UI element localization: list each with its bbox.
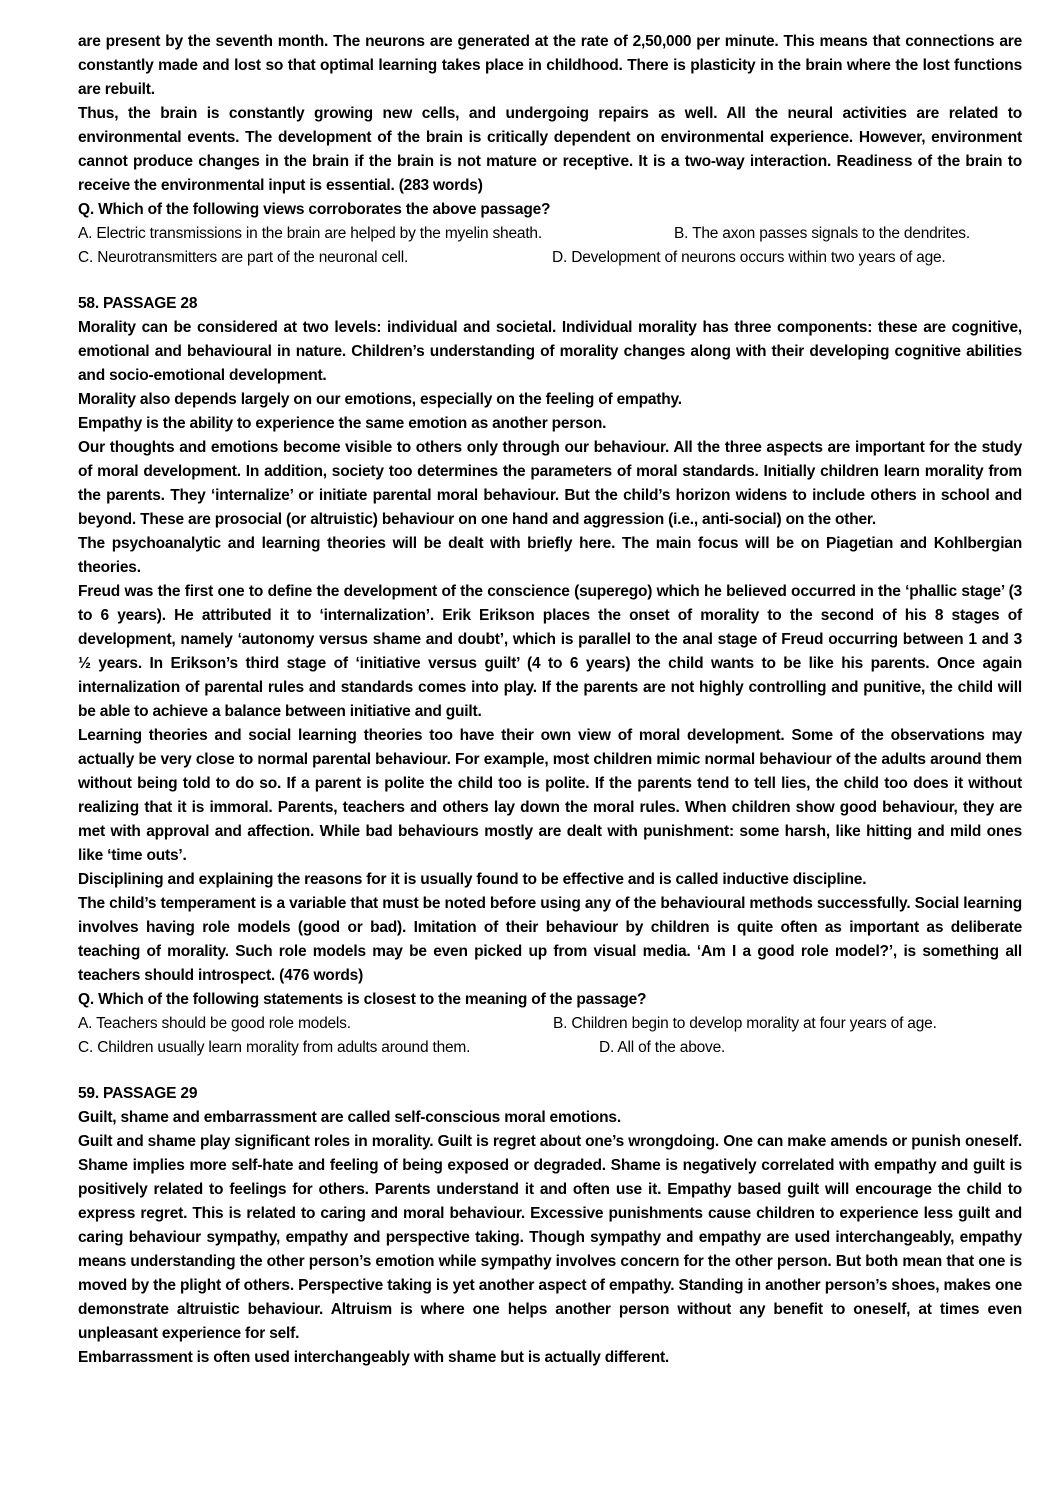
passage-27-paragraph-2: Thus, the brain is constantly growing new cells, and undergoing repairs as well. All the neural activities are related to environmental events. The development of the brain is critically dependent on environmental experience. However, environment cannot produce changes in the brain if the brain is not mature or receptive. It is a two-way interaction. Readiness of the brain to receive the environmental input is essential. (283 words) — [78, 105, 1022, 194]
passage-27-paragraph-1: are present by the seventh month. The neurons are generated at the rate of 2,50,000 per minute. This means that connections are constantly made and lost so that optimal learning takes place in childhood. There is plasticity in the brain where the lost functions are rebuilt. — [78, 33, 1022, 98]
passage-28-heading: 58. PASSAGE 28 — [78, 295, 198, 312]
passage-28 — [78, 292, 1022, 1060]
passage-28-options-row-cd — [78, 1036, 1022, 1060]
passage-27-question: Q. Which of the following views corroborates the above passage? — [78, 201, 551, 218]
passage-29-paragraph-3: Embarrassment is often used interchangeably with shame but is actually different. — [78, 1349, 670, 1366]
passage-29 — [78, 1082, 1022, 1370]
passage-27-option-d: D. Development of neurons occurs within two years of age. — [552, 249, 946, 266]
section-gap — [78, 270, 1022, 292]
passage-27-option-b: B. The axon passes signals to the dendrites. — [674, 225, 970, 242]
passage-28-option-b: B. Children begin to develop morality at four years of age. — [553, 1015, 937, 1032]
passage-28-option-a: A. Teachers should be good role models. — [78, 1015, 351, 1032]
passage-27-continuation — [78, 30, 1022, 270]
passage-28-paragraph-4: Our thoughts and emotions become visible to others only through our behaviour. All the three aspects are important for the study of moral development. In addition, society too determines the parameters of moral standards. Initially children learn morality from the parents. They ‘internalize’ or initiate parental moral behaviour. But the child’s horizon widens to include others in school and beyond. These are prosocial (or altruistic) behaviour on one hand and aggression (i.e., anti-social) on the other. — [78, 439, 1022, 528]
passage-28-option-c: C. Children usually learn morality from adults around them. — [78, 1039, 471, 1056]
section-gap — [78, 1060, 1022, 1082]
passage-28-paragraph-7: Learning theories and social learning theories too have their own view of moral development. Some of the observations may actually be very close to normal parental behaviour. For example, most children mimic normal behaviour of the adults around them without being told to do so. If a parent is polite the child too is polite. If the parents tend to tell lies, the child too does it without realizing that it is immoral. Parents, teachers and others lay down the moral rules. When children show good behaviour, they are met with approval and affection. While bad behaviours mostly are dealt with punishment: some harsh, like hitting and mild ones like ‘time outs’. — [78, 727, 1022, 864]
passage-27-option-a: A. Electric transmissions in the brain are helped by the myelin sheath. — [78, 225, 542, 242]
passage-27-option-c: C. Neurotransmitters are part of the neuronal cell. — [78, 249, 409, 266]
passage-28-options-row-ab — [78, 1012, 1022, 1036]
passage-29-heading: 59. PASSAGE 29 — [78, 1085, 198, 1102]
passage-28-paragraph-2: Morality also depends largely on our emotions, especially on the feeling of empathy. — [78, 391, 682, 408]
passage-28-question: Q. Which of the following statements is closest to the meaning of the passage? — [78, 991, 647, 1008]
passage-27-options-row-cd — [78, 246, 1022, 270]
passage-28-paragraph-8: Disciplining and explaining the reasons for it is usually found to be effective and is called inductive discipline. — [78, 871, 867, 888]
passage-29-paragraph-1: Guilt, shame and embarrassment are called self-conscious moral emotions. — [78, 1109, 621, 1126]
passage-29-paragraph-2: Guilt and shame play significant roles in morality. Guilt is regret about one’s wrongdoing. One can make amends or punish oneself. Shame implies more self-hate and feeling of being exposed or degraded. Shame is negatively correlated with empathy and guilt is positively related to feelings for others. Parents understand it and often use it. Empathy based guilt will encourage the child to express regret. This is related to caring and moral behaviour. Excessive punishments cause children to experience less guilt and caring behaviour sympathy, empathy and perspective taking. Though sympathy and empathy are used interchangeably, empathy means understanding the other person’s emotion while sympathy involves concern for the other person. But both mean that one is moved by the plight of others. Perspective taking is yet another aspect of empathy. Standing in another person’s shoes, makes one demonstrate altruistic behaviour. Altruism is where one helps another person without any benefit to oneself, at times even unpleasant experience for self. — [78, 1133, 1022, 1342]
passage-28-paragraph-1: Morality can be considered at two levels: individual and societal. Individual morality has three components: these are cognitive, emotional and behavioural in nature. Children’s understanding of morality changes along with their developing cognitive abilities and socio-emotional development. — [78, 319, 1022, 384]
passage-28-option-d: D. All of the above. — [599, 1039, 726, 1056]
passage-28-paragraph-5: The psychoanalytic and learning theories will be dealt with briefly here. The main focus will be on Piagetian and Kohlbergian theories. — [78, 535, 1022, 576]
passage-28-paragraph-3: Empathy is the ability to experience the same emotion as another person. — [78, 415, 607, 432]
passage-28-paragraph-6: Freud was the first one to define the development of the conscience (superego) which he believed occurred in the ‘phallic stage’ (3 to 6 years). He attributed it to ‘internalization’. Erik Erikson places the onset of morality to the second of his 8 stages of development, namely ‘autonomy versus shame and doubt’, which is parallel to the anal stage of Freud occurring between 1 and 3 ½ years. In Erikson’s third stage of ‘initiative versus guilt’ (4 to 6 years) the child wants to be like his parents. Once again internalization of parental rules and standards comes into play. If the parents are not highly controlling and punitive, the child will be able to achieve a balance between initiative and guilt. — [78, 583, 1022, 720]
passage-28-paragraph-9: The child’s temperament is a variable that must be noted before using any of the behavioural methods successfully. Social learning involves having role models (good or bad). Imitation of their behaviour by children is quite often as important as deliberate teaching of morality. Such role models may be even picked up from visual media. ‘Am I a good role model?’, is something all teachers should introspect. (476 words) — [78, 895, 1022, 984]
passage-27-options-row-ab — [78, 222, 1022, 246]
